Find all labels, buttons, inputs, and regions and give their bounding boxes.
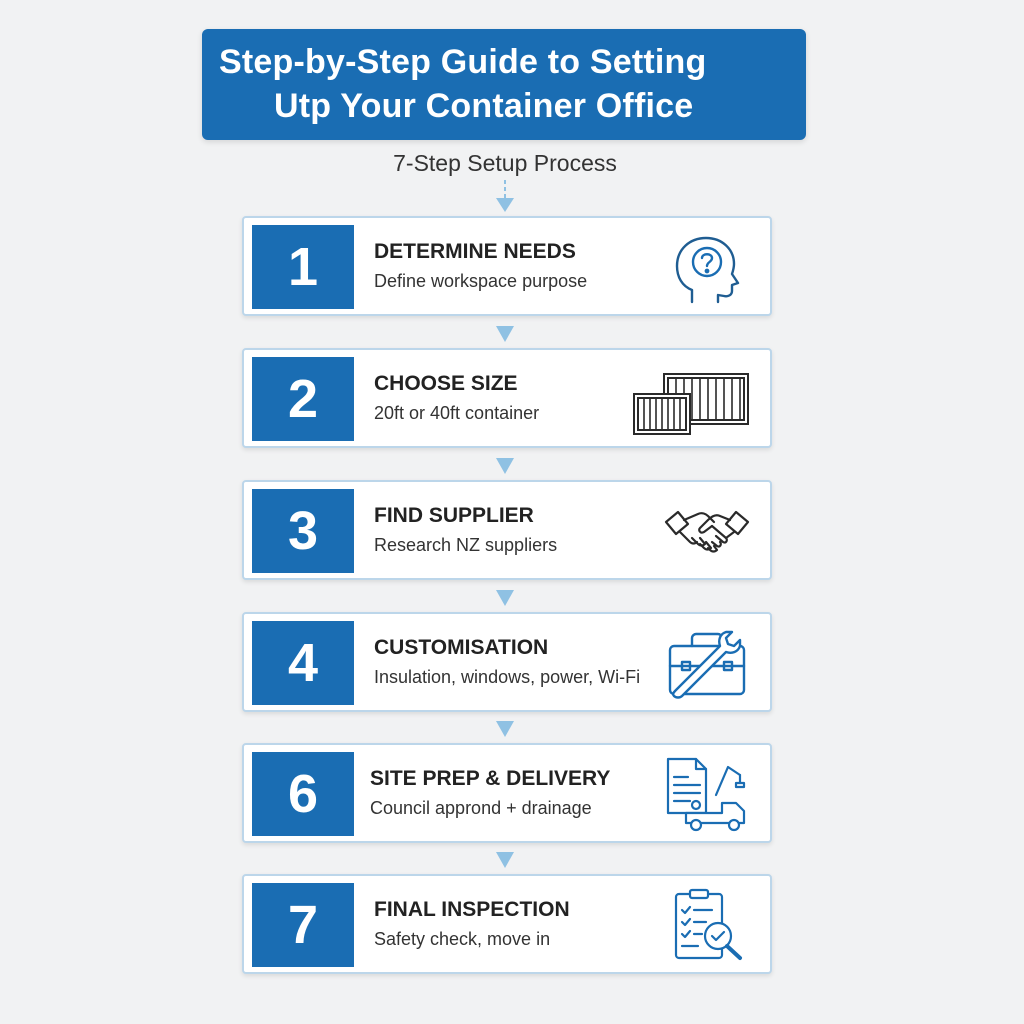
- step-description: Safety check, move in: [374, 929, 551, 949]
- step-card-3: [242, 480, 772, 580]
- clipboard-checklist-magnifier-icon: [662, 886, 752, 964]
- title-banner: [202, 29, 806, 140]
- document-truck-crane-icon: [662, 755, 752, 833]
- handshake-icon: [662, 492, 752, 570]
- step-title: DETERMINE NEEDS: [374, 240, 576, 263]
- step-card-2: [242, 348, 772, 448]
- step-card-4: [242, 612, 772, 712]
- step-number: 2: [252, 357, 354, 441]
- toolbox-wrench-icon: [662, 624, 752, 702]
- connector-arrow: [493, 450, 517, 480]
- step-title: SITE PREP & DELIVERY: [370, 767, 611, 790]
- title-line-2: Utp Your Container Office: [274, 87, 694, 125]
- title-line-1: Step-by-Step Guide to Setting: [219, 43, 707, 81]
- step-number: 6: [252, 752, 354, 836]
- step-card-7: [242, 874, 772, 974]
- step-title: CUSTOMISATION: [374, 636, 549, 659]
- connector-arrow: [493, 844, 517, 874]
- subtitle: 7-Step Setup Process: [393, 150, 617, 176]
- step-description: Insulation, windows, power, Wi-Fi: [374, 667, 641, 687]
- step-number: 4: [252, 621, 354, 705]
- step-card-1: [242, 216, 772, 316]
- connector-arrow: [493, 180, 517, 214]
- step-title: FIND SUPPLIER: [374, 504, 534, 527]
- head-question-icon: [662, 228, 752, 306]
- step-description: Council apprond + drainage: [370, 798, 592, 818]
- step-number: 1: [252, 225, 354, 309]
- connector-arrow: [493, 318, 517, 348]
- step-title: FINAL INSPECTION: [374, 898, 570, 921]
- step-card-6: [242, 743, 772, 843]
- step-description: 20ft or 40ft container: [374, 403, 540, 423]
- step-title: CHOOSE SIZE: [374, 372, 518, 395]
- step-description: Define workspace purpose: [374, 271, 588, 291]
- step-number: 3: [252, 489, 354, 573]
- connector-arrow: [493, 713, 517, 743]
- step-description: Research NZ suppliers: [374, 535, 558, 555]
- step-number: 7: [252, 883, 354, 967]
- connector-arrow: [493, 582, 517, 612]
- shipping-containers-icon: [630, 360, 752, 438]
